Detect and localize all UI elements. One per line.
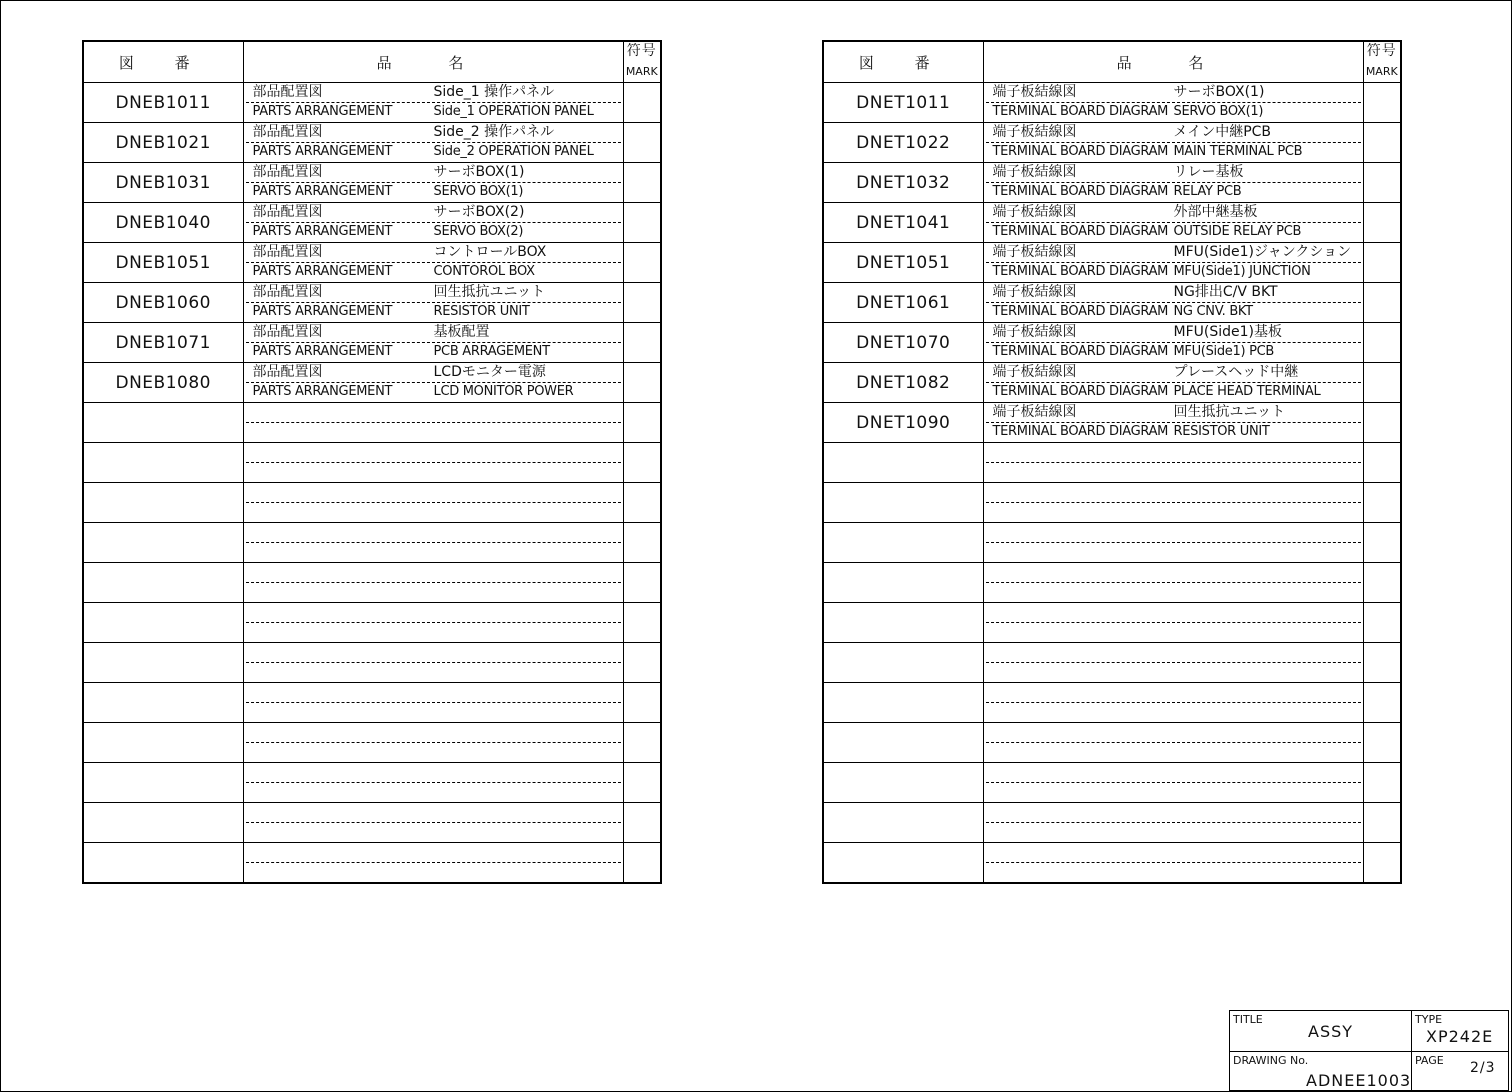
mark-cell bbox=[1363, 243, 1401, 283]
mark-cell bbox=[1363, 843, 1401, 884]
mark-cell bbox=[1363, 83, 1401, 123]
mark-cell bbox=[623, 283, 661, 323]
en-category: TERMINAL BOARD DIAGRAM bbox=[992, 304, 1169, 319]
jp-category: 端子板結線図 bbox=[992, 404, 1077, 420]
header-mark-jp: 符号 bbox=[1366, 43, 1397, 59]
item-name-cell bbox=[243, 123, 623, 163]
table-row bbox=[83, 803, 661, 843]
drawing-number bbox=[83, 563, 243, 603]
mark-cell bbox=[623, 723, 661, 763]
en-item-name: RESISTOR UNIT bbox=[1173, 424, 1270, 439]
table-row bbox=[83, 683, 661, 723]
item-name-cell bbox=[243, 403, 623, 443]
type-cell bbox=[1412, 1011, 1509, 1052]
type-value: XP242E bbox=[1426, 1027, 1494, 1046]
item-name-cell bbox=[983, 243, 1363, 283]
table-row bbox=[83, 603, 661, 643]
dashed-separator bbox=[986, 422, 1361, 423]
drawing-number bbox=[823, 443, 983, 483]
header-mark bbox=[1363, 41, 1401, 83]
mark-cell bbox=[1363, 403, 1401, 443]
table-row bbox=[83, 443, 661, 483]
en-item-name: SERVO BOX(1) bbox=[1173, 104, 1264, 119]
table-row bbox=[823, 363, 1401, 403]
jp-item-name: サーボBOX(1) bbox=[1173, 84, 1265, 100]
table-row bbox=[823, 403, 1401, 443]
dashed-separator bbox=[246, 662, 621, 663]
mark-cell bbox=[623, 843, 661, 884]
item-name-cell bbox=[243, 363, 623, 403]
item-name-cell bbox=[243, 163, 623, 203]
table-row bbox=[83, 283, 661, 323]
dashed-separator bbox=[246, 742, 621, 743]
page-cell bbox=[1412, 1052, 1509, 1091]
dashed-separator bbox=[986, 662, 1361, 663]
dashed-separator bbox=[246, 462, 621, 463]
dashed-separator bbox=[246, 182, 621, 183]
mark-cell bbox=[623, 443, 661, 483]
en-item-name: LCD MONITOR POWER bbox=[433, 384, 574, 399]
jp-category: 部品配置図 bbox=[252, 284, 323, 300]
table-row bbox=[83, 323, 661, 363]
item-name-cell bbox=[983, 763, 1363, 803]
header-mark-en: MARK bbox=[625, 65, 658, 78]
type-label: TYPE bbox=[1415, 1013, 1443, 1026]
mark-cell bbox=[623, 163, 661, 203]
dashed-separator bbox=[246, 342, 621, 343]
drawing-number bbox=[823, 523, 983, 563]
table-row bbox=[823, 203, 1401, 243]
mark-cell bbox=[623, 763, 661, 803]
item-name-cell bbox=[243, 683, 623, 723]
item-name-cell bbox=[243, 443, 623, 483]
en-item-name: RESISTOR UNIT bbox=[433, 304, 530, 319]
en-category: TERMINAL BOARD DIAGRAM bbox=[992, 184, 1169, 199]
dashed-separator bbox=[986, 142, 1361, 143]
mark-cell bbox=[1363, 363, 1401, 403]
dashed-separator bbox=[986, 462, 1361, 463]
jp-category: 部品配置図 bbox=[252, 84, 323, 100]
en-category: PARTS ARRANGEMENT bbox=[252, 104, 393, 119]
title-cell bbox=[1230, 1011, 1412, 1052]
item-name-cell bbox=[983, 603, 1363, 643]
drawing-number bbox=[823, 563, 983, 603]
en-item-name: Side_1 OPERATION PANEL bbox=[433, 104, 594, 119]
drawing-number bbox=[83, 443, 243, 483]
mark-cell bbox=[623, 483, 661, 523]
item-name-cell bbox=[243, 243, 623, 283]
mark-cell bbox=[1363, 443, 1401, 483]
header-item-name: 品 名 bbox=[243, 41, 623, 83]
dashed-separator bbox=[986, 382, 1361, 383]
item-name-cell bbox=[243, 523, 623, 563]
mark-cell bbox=[1363, 523, 1401, 563]
mark-cell bbox=[1363, 643, 1401, 683]
dashed-separator bbox=[986, 542, 1361, 543]
drawing-number-value: ADNEE1003 bbox=[1306, 1071, 1412, 1090]
dashed-separator bbox=[986, 582, 1361, 583]
dashed-separator bbox=[246, 102, 621, 103]
drawing-number: DNEB1051 bbox=[83, 243, 243, 283]
drawing-number: DNET1041 bbox=[823, 203, 983, 243]
title-value: ASSY bbox=[1308, 1022, 1354, 1041]
dashed-separator bbox=[986, 742, 1361, 743]
dashed-separator bbox=[246, 822, 621, 823]
item-name-cell bbox=[243, 643, 623, 683]
table-row bbox=[823, 523, 1401, 563]
mark-cell bbox=[1363, 283, 1401, 323]
table-row bbox=[83, 843, 661, 884]
item-name-cell bbox=[983, 843, 1363, 884]
item-name-cell bbox=[243, 723, 623, 763]
dashed-separator bbox=[986, 622, 1361, 623]
table-row bbox=[823, 803, 1401, 843]
dashed-separator bbox=[986, 862, 1361, 863]
drawing-number: DNEB1011 bbox=[83, 83, 243, 123]
mark-cell bbox=[623, 363, 661, 403]
en-category: TERMINAL BOARD DIAGRAM bbox=[992, 224, 1169, 239]
table-row bbox=[823, 323, 1401, 363]
jp-item-name: 外部中継基板 bbox=[1173, 204, 1258, 220]
right-drawing-list-table bbox=[822, 40, 1402, 884]
mark-cell bbox=[1363, 323, 1401, 363]
item-name-cell bbox=[983, 83, 1363, 123]
drawing-number: DNEB1071 bbox=[83, 323, 243, 363]
item-name-cell bbox=[983, 803, 1363, 843]
page-label: PAGE bbox=[1415, 1054, 1444, 1067]
drawing-number: DNEB1031 bbox=[83, 163, 243, 203]
item-name-cell bbox=[983, 403, 1363, 443]
dashed-separator bbox=[986, 782, 1361, 783]
dashed-separator bbox=[246, 782, 621, 783]
mark-cell bbox=[1363, 803, 1401, 843]
jp-item-name: コントロールBOX bbox=[433, 244, 547, 260]
en-category: PARTS ARRANGEMENT bbox=[252, 184, 393, 199]
drawing-number bbox=[823, 683, 983, 723]
item-name-cell bbox=[243, 83, 623, 123]
dashed-separator bbox=[986, 262, 1361, 263]
en-category: TERMINAL BOARD DIAGRAM bbox=[992, 104, 1169, 119]
mark-cell bbox=[623, 803, 661, 843]
jp-item-name: Side_2 操作パネル bbox=[433, 124, 555, 140]
item-name-cell bbox=[243, 483, 623, 523]
table-row bbox=[83, 363, 661, 403]
drawing-number: DNET1061 bbox=[823, 283, 983, 323]
jp-item-name: プレースヘッド中継 bbox=[1173, 364, 1299, 380]
table-row bbox=[823, 83, 1401, 123]
mark-cell bbox=[1363, 163, 1401, 203]
en-category: PARTS ARRANGEMENT bbox=[252, 264, 393, 279]
table-row bbox=[823, 283, 1401, 323]
dashed-separator bbox=[246, 542, 621, 543]
en-category: TERMINAL BOARD DIAGRAM bbox=[992, 384, 1169, 399]
drawing-number: DNET1011 bbox=[823, 83, 983, 123]
table-row bbox=[823, 603, 1401, 643]
drawing-number bbox=[823, 803, 983, 843]
en-category: TERMINAL BOARD DIAGRAM bbox=[992, 424, 1169, 439]
table-row bbox=[823, 643, 1401, 683]
drawing-number bbox=[83, 763, 243, 803]
header-drawing-number: 図 番 bbox=[823, 41, 983, 83]
item-name-cell bbox=[983, 443, 1363, 483]
drawing-number bbox=[823, 483, 983, 523]
dashed-separator bbox=[986, 822, 1361, 823]
dashed-separator bbox=[246, 422, 621, 423]
mark-cell bbox=[1363, 123, 1401, 163]
table-row bbox=[823, 243, 1401, 283]
table-row bbox=[83, 163, 661, 203]
drawing-number bbox=[83, 403, 243, 443]
jp-item-name: サーボBOX(2) bbox=[433, 204, 525, 220]
item-name-cell bbox=[983, 163, 1363, 203]
dashed-separator bbox=[986, 342, 1361, 343]
table-row bbox=[83, 83, 661, 123]
en-category: PARTS ARRANGEMENT bbox=[252, 304, 393, 319]
item-name-cell bbox=[983, 643, 1363, 683]
drawing-number bbox=[83, 643, 243, 683]
en-item-name: NG CNV. BKT bbox=[1173, 304, 1253, 319]
mark-cell bbox=[623, 403, 661, 443]
jp-category: 部品配置図 bbox=[252, 204, 323, 220]
en-item-name: MFU(Side1) JUNCTION bbox=[1173, 264, 1311, 279]
jp-category: 端子板結線図 bbox=[992, 284, 1077, 300]
en-item-name: SERVO BOX(2) bbox=[433, 224, 524, 239]
drawing-number bbox=[823, 723, 983, 763]
table-row bbox=[83, 723, 661, 763]
left-drawing-list-table bbox=[82, 40, 662, 884]
drawing-number: DNET1090 bbox=[823, 403, 983, 443]
drawing-number: DNET1082 bbox=[823, 363, 983, 403]
table-row bbox=[823, 683, 1401, 723]
jp-category: 端子板結線図 bbox=[992, 204, 1077, 220]
mark-cell bbox=[1363, 563, 1401, 603]
drawing-number bbox=[83, 603, 243, 643]
drawing-number: DNEB1021 bbox=[83, 123, 243, 163]
en-item-name: MAIN TERMINAL PCB bbox=[1173, 144, 1303, 159]
dashed-separator bbox=[246, 262, 621, 263]
page-value: 2/3 bbox=[1470, 1060, 1496, 1076]
drawing-number bbox=[83, 523, 243, 563]
en-item-name: PCB ARRAGEMENT bbox=[433, 344, 550, 359]
mark-cell bbox=[623, 243, 661, 283]
drawing-number: DNEB1080 bbox=[83, 363, 243, 403]
header-mark-en: MARK bbox=[1365, 65, 1398, 78]
table-row bbox=[823, 563, 1401, 603]
en-item-name: OUTSIDE RELAY PCB bbox=[1173, 224, 1302, 239]
mark-cell bbox=[1363, 203, 1401, 243]
en-category: TERMINAL BOARD DIAGRAM bbox=[992, 144, 1169, 159]
en-item-name: SERVO BOX(1) bbox=[433, 184, 524, 199]
drawing-number bbox=[823, 843, 983, 884]
item-name-cell bbox=[243, 603, 623, 643]
en-category: TERMINAL BOARD DIAGRAM bbox=[992, 344, 1169, 359]
mark-cell bbox=[623, 683, 661, 723]
dashed-separator bbox=[246, 702, 621, 703]
en-item-name: Side_2 OPERATION PANEL bbox=[433, 144, 594, 159]
mark-cell bbox=[1363, 483, 1401, 523]
mark-cell bbox=[1363, 723, 1401, 763]
table-row bbox=[83, 123, 661, 163]
en-item-name: RELAY PCB bbox=[1173, 184, 1242, 199]
item-name-cell bbox=[983, 723, 1363, 763]
mark-cell bbox=[623, 523, 661, 563]
table-header-row bbox=[83, 41, 661, 83]
drawing-number: DNET1022 bbox=[823, 123, 983, 163]
jp-category: 部品配置図 bbox=[252, 324, 323, 340]
table-row bbox=[83, 763, 661, 803]
drawing-number bbox=[823, 643, 983, 683]
jp-item-name: リレー基板 bbox=[1173, 164, 1244, 180]
item-name-cell bbox=[983, 363, 1363, 403]
item-name-cell bbox=[983, 123, 1363, 163]
jp-category: 端子板結線図 bbox=[992, 244, 1077, 260]
en-category: TERMINAL BOARD DIAGRAM bbox=[992, 264, 1169, 279]
jp-category: 端子板結線図 bbox=[992, 164, 1077, 180]
drawing-number: DNEB1040 bbox=[83, 203, 243, 243]
table-row bbox=[83, 203, 661, 243]
jp-item-name: MFU(Side1)基板 bbox=[1173, 324, 1282, 340]
title-block bbox=[1229, 1010, 1509, 1091]
table-row bbox=[823, 723, 1401, 763]
item-name-cell bbox=[983, 523, 1363, 563]
item-name-cell bbox=[983, 563, 1363, 603]
en-category: PARTS ARRANGEMENT bbox=[252, 224, 393, 239]
header-mark bbox=[623, 41, 661, 83]
item-name-cell bbox=[983, 283, 1363, 323]
mark-cell bbox=[623, 203, 661, 243]
dashed-separator bbox=[246, 582, 621, 583]
item-name-cell bbox=[243, 803, 623, 843]
item-name-cell bbox=[243, 843, 623, 884]
item-name-cell bbox=[243, 763, 623, 803]
dashed-separator bbox=[986, 302, 1361, 303]
table-row bbox=[823, 163, 1401, 203]
drawing-number: DNET1051 bbox=[823, 243, 983, 283]
drawing-number: DNEB1060 bbox=[83, 283, 243, 323]
drawing-number bbox=[83, 723, 243, 763]
en-item-name: PLACE HEAD TERMINAL bbox=[1173, 384, 1321, 399]
drawing-number bbox=[83, 683, 243, 723]
header-item-name: 品 名 bbox=[983, 41, 1363, 83]
dashed-separator bbox=[986, 502, 1361, 503]
jp-item-name: 回生抵抗ユニット bbox=[1173, 404, 1285, 420]
table-row bbox=[823, 123, 1401, 163]
jp-item-name: MFU(Side1)ジャンクション bbox=[1173, 244, 1352, 260]
table-header-row bbox=[823, 41, 1401, 83]
dashed-separator bbox=[246, 142, 621, 143]
table-row bbox=[83, 483, 661, 523]
jp-item-name: メイン中継PCB bbox=[1173, 124, 1272, 140]
dashed-separator bbox=[986, 182, 1361, 183]
en-category: PARTS ARRANGEMENT bbox=[252, 384, 393, 399]
table-row bbox=[83, 523, 661, 563]
item-name-cell bbox=[983, 483, 1363, 523]
en-category: PARTS ARRANGEMENT bbox=[252, 344, 393, 359]
jp-category: 端子板結線図 bbox=[992, 324, 1077, 340]
jp-category: 部品配置図 bbox=[252, 244, 323, 260]
mark-cell bbox=[1363, 763, 1401, 803]
item-name-cell bbox=[243, 203, 623, 243]
drawing-number-label: DRAWING No. bbox=[1233, 1054, 1309, 1067]
title-label: TITLE bbox=[1233, 1013, 1263, 1026]
jp-category: 端子板結線図 bbox=[992, 124, 1077, 140]
jp-item-name: NG排出C/V BKT bbox=[1173, 284, 1278, 300]
drawing-number bbox=[823, 603, 983, 643]
dashed-separator bbox=[246, 622, 621, 623]
jp-category: 端子板結線図 bbox=[992, 364, 1077, 380]
jp-item-name: 回生抵抗ユニット bbox=[433, 284, 545, 300]
drawing-number bbox=[83, 843, 243, 884]
dashed-separator bbox=[246, 302, 621, 303]
table-row bbox=[823, 843, 1401, 884]
jp-category: 部品配置図 bbox=[252, 164, 323, 180]
mark-cell bbox=[623, 563, 661, 603]
mark-cell bbox=[623, 603, 661, 643]
dashed-separator bbox=[246, 382, 621, 383]
drawing-number: DNET1070 bbox=[823, 323, 983, 363]
mark-cell bbox=[623, 83, 661, 123]
dashed-separator bbox=[246, 222, 621, 223]
item-name-cell bbox=[243, 563, 623, 603]
jp-item-name: LCDモニター電源 bbox=[433, 364, 546, 380]
mark-cell bbox=[623, 643, 661, 683]
jp-item-name: 基板配置 bbox=[433, 324, 490, 340]
jp-item-name: Side_1 操作パネル bbox=[433, 84, 555, 100]
drawing-number bbox=[823, 763, 983, 803]
mark-cell bbox=[1363, 603, 1401, 643]
table-row bbox=[83, 403, 661, 443]
en-item-name: CONTOROL BOX bbox=[433, 264, 535, 279]
table-row bbox=[823, 443, 1401, 483]
table-row bbox=[83, 643, 661, 683]
drawing-number: DNET1032 bbox=[823, 163, 983, 203]
table-row bbox=[83, 563, 661, 603]
item-name-cell bbox=[983, 683, 1363, 723]
jp-item-name: サーボBOX(1) bbox=[433, 164, 525, 180]
table-row bbox=[823, 483, 1401, 523]
drawing-number-cell bbox=[1230, 1052, 1412, 1091]
dashed-separator bbox=[986, 222, 1361, 223]
dashed-separator bbox=[986, 102, 1361, 103]
mark-cell bbox=[623, 323, 661, 363]
en-category: PARTS ARRANGEMENT bbox=[252, 144, 393, 159]
item-name-cell bbox=[983, 323, 1363, 363]
dashed-separator bbox=[986, 702, 1361, 703]
dashed-separator bbox=[246, 502, 621, 503]
item-name-cell bbox=[243, 323, 623, 363]
jp-category: 部品配置図 bbox=[252, 364, 323, 380]
jp-category: 端子板結線図 bbox=[992, 84, 1077, 100]
dashed-separator bbox=[246, 862, 621, 863]
en-item-name: MFU(Side1) PCB bbox=[1173, 344, 1275, 359]
header-drawing-number: 図 番 bbox=[83, 41, 243, 83]
item-name-cell bbox=[243, 283, 623, 323]
mark-cell bbox=[623, 123, 661, 163]
item-name-cell bbox=[983, 203, 1363, 243]
header-mark-jp: 符号 bbox=[626, 43, 657, 59]
table-row bbox=[823, 763, 1401, 803]
drawing-number bbox=[83, 483, 243, 523]
table-row bbox=[83, 243, 661, 283]
drawing-number bbox=[83, 803, 243, 843]
mark-cell bbox=[1363, 683, 1401, 723]
jp-category: 部品配置図 bbox=[252, 124, 323, 140]
